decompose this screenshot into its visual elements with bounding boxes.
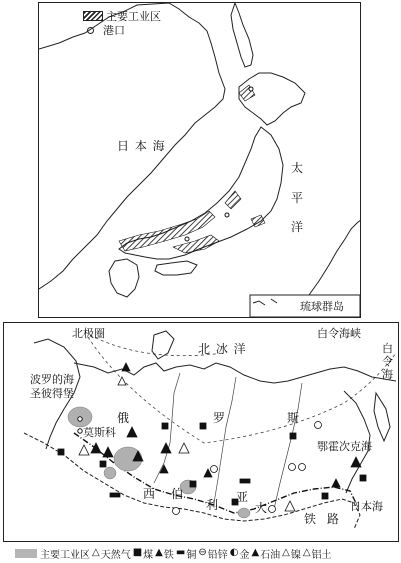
oil-symbol: [103, 447, 113, 457]
legend-lead-zinc-label: 铅锌: [207, 549, 228, 561]
coal-symbol: [162, 423, 168, 429]
port-marker: [185, 237, 189, 241]
coal-symbol: [322, 493, 328, 499]
bottom-legend: [15, 545, 400, 561]
coal-symbol: [100, 461, 106, 467]
river: [214, 377, 236, 503]
label-arctic-ocean: 北 冰 洋: [198, 342, 247, 356]
label-pacific-1: 太: [291, 161, 305, 175]
lead-zinc-symbol: [173, 508, 180, 515]
legend-industrial-label: 主要工业区: [106, 10, 161, 23]
label-siberia-7: 路: [327, 512, 341, 526]
gold-symbol: [289, 464, 296, 471]
copper-symbol: [110, 493, 120, 497]
label-bering-sea-2: 令: [382, 355, 393, 368]
label-siberia-1: 西: [143, 487, 157, 501]
legend-lead-zinc: [198, 546, 227, 561]
legend-gas: [92, 546, 131, 561]
legend-nickel: [282, 546, 301, 561]
legend-oil-label: 石油: [260, 549, 281, 561]
label-japan-sea: 日本海: [350, 500, 383, 513]
label-st-petersburg: 圣彼得堡: [30, 387, 74, 400]
legend-gold: [230, 546, 250, 561]
label-moscow: 莫斯科: [83, 426, 116, 439]
oil-symbol: [127, 427, 137, 437]
label-russia-3: 斯: [287, 411, 301, 425]
label-siberia-4: 亚: [236, 490, 250, 504]
label-siberia-6: 铁: [304, 512, 318, 526]
legend-gas-label: 天然气: [100, 549, 131, 561]
nickel-legend-icon: △: [282, 547, 290, 558]
iron-symbol: [122, 363, 130, 371]
russia-map-panel: [3, 322, 399, 542]
lead-zinc-symbol: [269, 506, 276, 513]
legend-aluminum-label: 铝土: [311, 549, 332, 561]
gold-symbol: [315, 422, 322, 429]
label-sea-of-japan: 日 本 海: [117, 139, 166, 153]
port-marker: [225, 213, 229, 217]
city-stpetersburg: [78, 417, 82, 421]
japan-map-panel: [38, 2, 361, 318]
coal-legend-icon: ■: [132, 547, 143, 558]
oil-symbol: [351, 457, 361, 467]
label-siberia-2: 伯: [171, 487, 185, 501]
sakhalin: [231, 3, 253, 67]
coal-symbol: [190, 481, 196, 487]
river: [274, 383, 302, 509]
gold-symbol: [299, 464, 306, 471]
label-siberia-5: 大: [255, 501, 269, 515]
label-russia-2: 罗: [213, 411, 227, 425]
label-bering-sea-3: 海: [382, 368, 393, 381]
legend-copper: [176, 546, 196, 561]
label-bering-sea-1: 白: [382, 342, 393, 355]
label-bering-strait: 白令海峡: [317, 327, 361, 340]
label-russia-1: 俄: [117, 411, 131, 425]
gas-symbol: [79, 445, 89, 455]
iron-legend-icon: ▲: [155, 547, 163, 558]
japan-map-svg: [39, 3, 361, 318]
gold-legend-icon: ◐: [229, 547, 239, 558]
oil-legend-icon: ▲: [251, 547, 260, 558]
legend-iron-label: 铁: [163, 549, 174, 561]
legend-aluminum: [303, 546, 332, 561]
legend-port-label: 港口: [103, 24, 125, 37]
novaya-zemlya: [152, 331, 174, 359]
legend-oil: [251, 546, 280, 561]
industrial-zone-hatch: [225, 191, 241, 209]
kamchatka: [374, 393, 390, 441]
label-arctic-circle: 北极圈: [72, 327, 105, 340]
oil-symbol: [91, 443, 101, 453]
industrial-zone-east: [238, 508, 250, 518]
legend-copper-label: 铜: [186, 549, 197, 561]
label-baltic-sea: 波罗的海: [30, 373, 74, 386]
gas-legend-icon: △: [92, 547, 100, 558]
label-okhotsk: 鄂霍次克海: [317, 440, 372, 453]
iron-symbol: [332, 479, 340, 487]
industrial-zone-swatch: [15, 549, 37, 558]
ryukyu-coast: [309, 219, 361, 295]
legend-industrial: [15, 546, 90, 561]
legend-gold-label: 金: [239, 549, 250, 561]
copper-legend-icon: ▬: [175, 547, 186, 558]
label-pacific-2: 平: [291, 191, 305, 205]
port-swatch: [87, 27, 94, 34]
nickel-symbol: [285, 501, 295, 511]
gas-symbol: [118, 377, 126, 385]
copper-symbol: [240, 479, 250, 483]
legend-nickel-label: 镍: [290, 549, 301, 561]
industrial-zone-hatch: [173, 235, 219, 253]
gas-symbol: [179, 443, 189, 453]
legend-coal: [133, 546, 153, 561]
coal-symbol: [58, 449, 64, 455]
aluminum-legend-icon: △: [302, 547, 311, 558]
shikoku: [155, 261, 197, 275]
legend-industrial-label: 主要工业区: [40, 549, 90, 561]
coal-symbol: [360, 475, 366, 481]
label-siberia-3: 利: [206, 498, 220, 512]
industrial-zone-swatch: [83, 11, 103, 21]
label-ryukyu: 琉球群岛: [300, 300, 344, 313]
city-moscow: [78, 429, 82, 433]
label-pacific-3: 洋: [291, 220, 305, 234]
top-legend: [83, 9, 161, 37]
legend-iron: [155, 546, 174, 561]
industrial-zone-ural: [104, 467, 116, 479]
coal-symbol: [200, 423, 206, 429]
coal-symbol: [290, 433, 296, 439]
gold-symbol: [211, 466, 218, 473]
port-marker: [249, 87, 253, 91]
legend-coal-label: 煤: [143, 549, 154, 561]
kyushu: [109, 259, 139, 297]
lead-zinc-legend-icon: ⊖: [198, 547, 207, 558]
